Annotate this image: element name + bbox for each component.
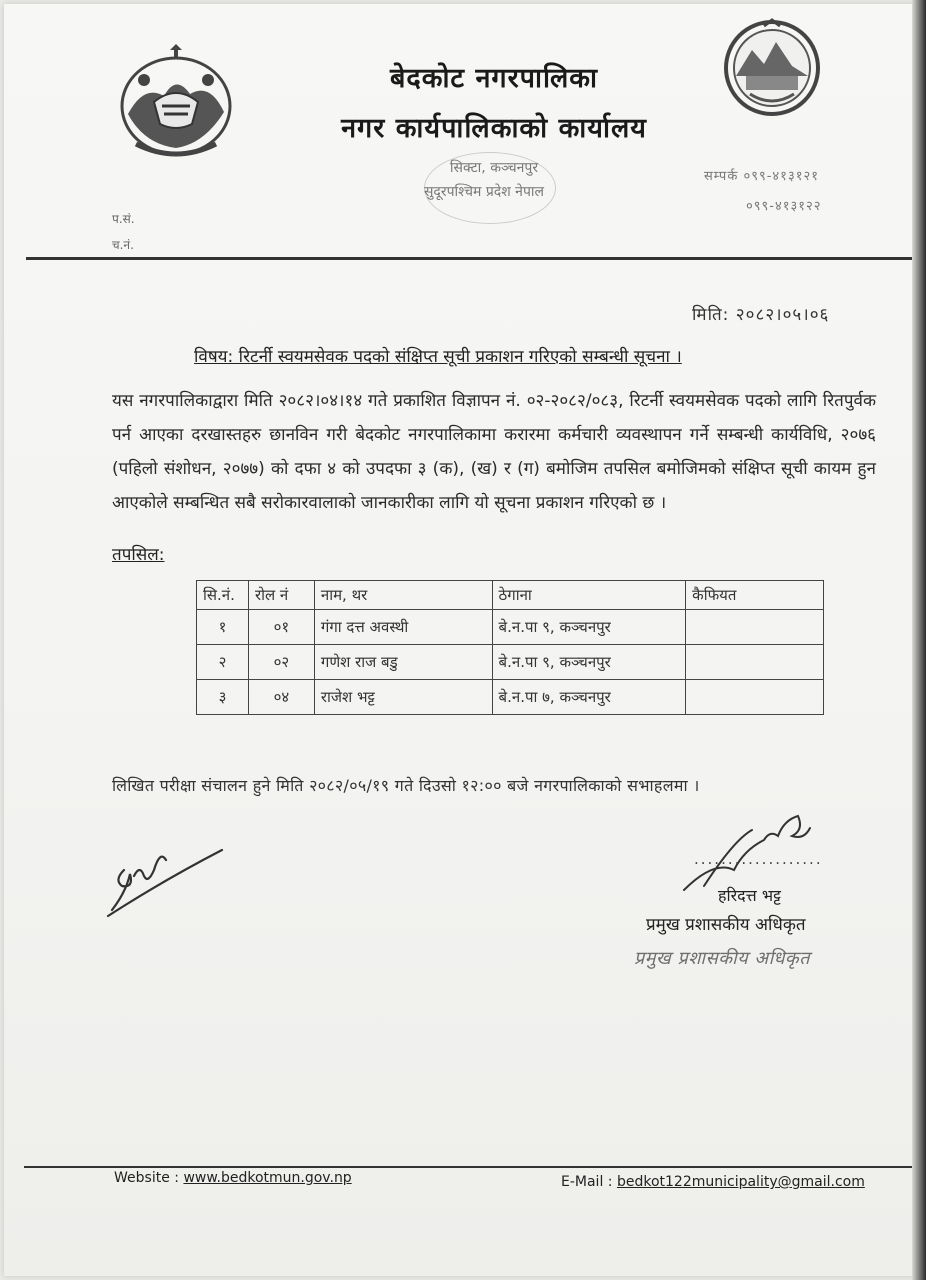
footer-email — [561, 1174, 865, 1190]
signatory-designation: प्रमुख प्रशासकीय अधिकृत — [646, 915, 806, 935]
exam-notice: लिखित परीक्षा संचालन हुने मिति २०८२/०५/१९ गते दिउसो १२:०० बजे नगरपालिकाको सभाहलमा । — [112, 776, 700, 795]
notice-subject: विषय: रिटर्नी स्वयमसेवक पदको संक्षिप्त सूची प्रकाशन गरिएको सम्बन्धी सूचना । — [194, 347, 682, 367]
document-page — [4, 4, 916, 1276]
cell-roll: ०२ — [248, 645, 314, 680]
cell-sn: १ — [197, 610, 249, 645]
table-header-row — [197, 581, 824, 610]
cell-remarks — [686, 645, 824, 680]
col-header-remarks: कैफियत — [686, 581, 824, 610]
tapasil-label: तपसिल: — [112, 545, 165, 565]
cell-address: बे.न.पा ७, कञ्चनपुर — [492, 680, 686, 715]
cell-roll: ०४ — [248, 680, 314, 715]
cell-name: राजेश भट्ट — [314, 680, 492, 715]
website-link[interactable]: www.bedkotmun.gov.np — [183, 1170, 352, 1186]
cell-name: गंगा दत्त अवस्थी — [314, 610, 492, 645]
page-edge-shadow — [912, 0, 926, 1280]
handwritten-signature-left — [104, 830, 234, 920]
footer-website — [114, 1170, 352, 1186]
footer-divider — [24, 1166, 914, 1168]
phone-1: ०९९-४१३१२१ — [743, 169, 819, 184]
website-label: Website : — [114, 1170, 184, 1186]
cell-address: बे.न.पा ९, कञ्चनपुर — [492, 610, 686, 645]
contact-phone-1 — [704, 166, 819, 184]
col-header-address: ठेगाना — [492, 581, 686, 610]
cell-remarks — [686, 680, 824, 715]
email-link[interactable]: bedkot122municipality@gmail.com — [616, 1174, 865, 1190]
address-line-2: सुदूरपश्चिम प्रदेश नेपाल — [423, 184, 545, 200]
chalani-label: च.नं. — [112, 238, 134, 252]
email-label: E-Mail : — [561, 1174, 617, 1190]
patra-sankhya-label: प.सं. — [112, 212, 135, 226]
table-row — [197, 680, 824, 715]
header-divider — [26, 257, 916, 260]
col-header-name: नाम, थर — [314, 581, 492, 610]
cell-remarks — [686, 610, 824, 645]
phone-label: सम्पर्क — [704, 169, 739, 184]
phone-2: ०९९-४१३१२२ — [746, 199, 822, 214]
notice-date: मिति: २०८२।०५।०६ — [692, 305, 830, 325]
table-row — [197, 610, 824, 645]
col-header-roll: रोल नं — [248, 581, 314, 610]
address-line-1: सिक्टा, कञ्चनपुर — [449, 160, 539, 176]
col-header-sn: सि.नं. — [197, 581, 249, 610]
cell-sn: २ — [197, 645, 249, 680]
signatory-name: हरिदत्त भट्ट — [718, 886, 781, 905]
org-name: बेदकोट नगरपालिका — [389, 63, 599, 94]
office-name: नगर कार्यपालिकाको कार्यालय — [341, 113, 647, 144]
shortlist-table — [196, 580, 824, 715]
municipality-logo — [710, 16, 834, 116]
nepal-emblem-logo — [114, 44, 238, 162]
signature-line: ................... — [694, 850, 823, 868]
cell-sn: ३ — [197, 680, 249, 715]
notice-body: यस नगरपालिकाद्वारा मिति २०८२।०४।१४ गते प्रकाशित विज्ञापन नं. ०२-२०८२/०८३, रिटर्नी स्वयमसेवक पदको लागि रितपुर्वक पर्न आएका दरखास्तहरु छानविन गरी बेदकोट नगरपालिकामा करारमा कर्मचारी व्यवस्थापन गर्ने सम्बन्धी कार्यविधि, २०७६ (पहिलो संशोधन, २०७७) को दफा ४ को उपदफा ३ (क), (ख) र (ग) बमोजिम तपसिल बमोजिमको संक्षिप्त सूची कायम हुन आएकोले सम्बन्धित सबै सरोकारवालाको जानकारीका लागि यो सूचना प्रकाशन गरिएको छ । — [112, 391, 876, 513]
designation-stamp: प्रमुख प्रशासकीय अधिकृत — [634, 948, 810, 969]
cell-address: बे.न.पा ९, कञ्चनपुर — [492, 645, 686, 680]
table-row — [197, 645, 824, 680]
cell-roll: ०१ — [248, 610, 314, 645]
cell-name: गणेश राज बडु — [314, 645, 492, 680]
